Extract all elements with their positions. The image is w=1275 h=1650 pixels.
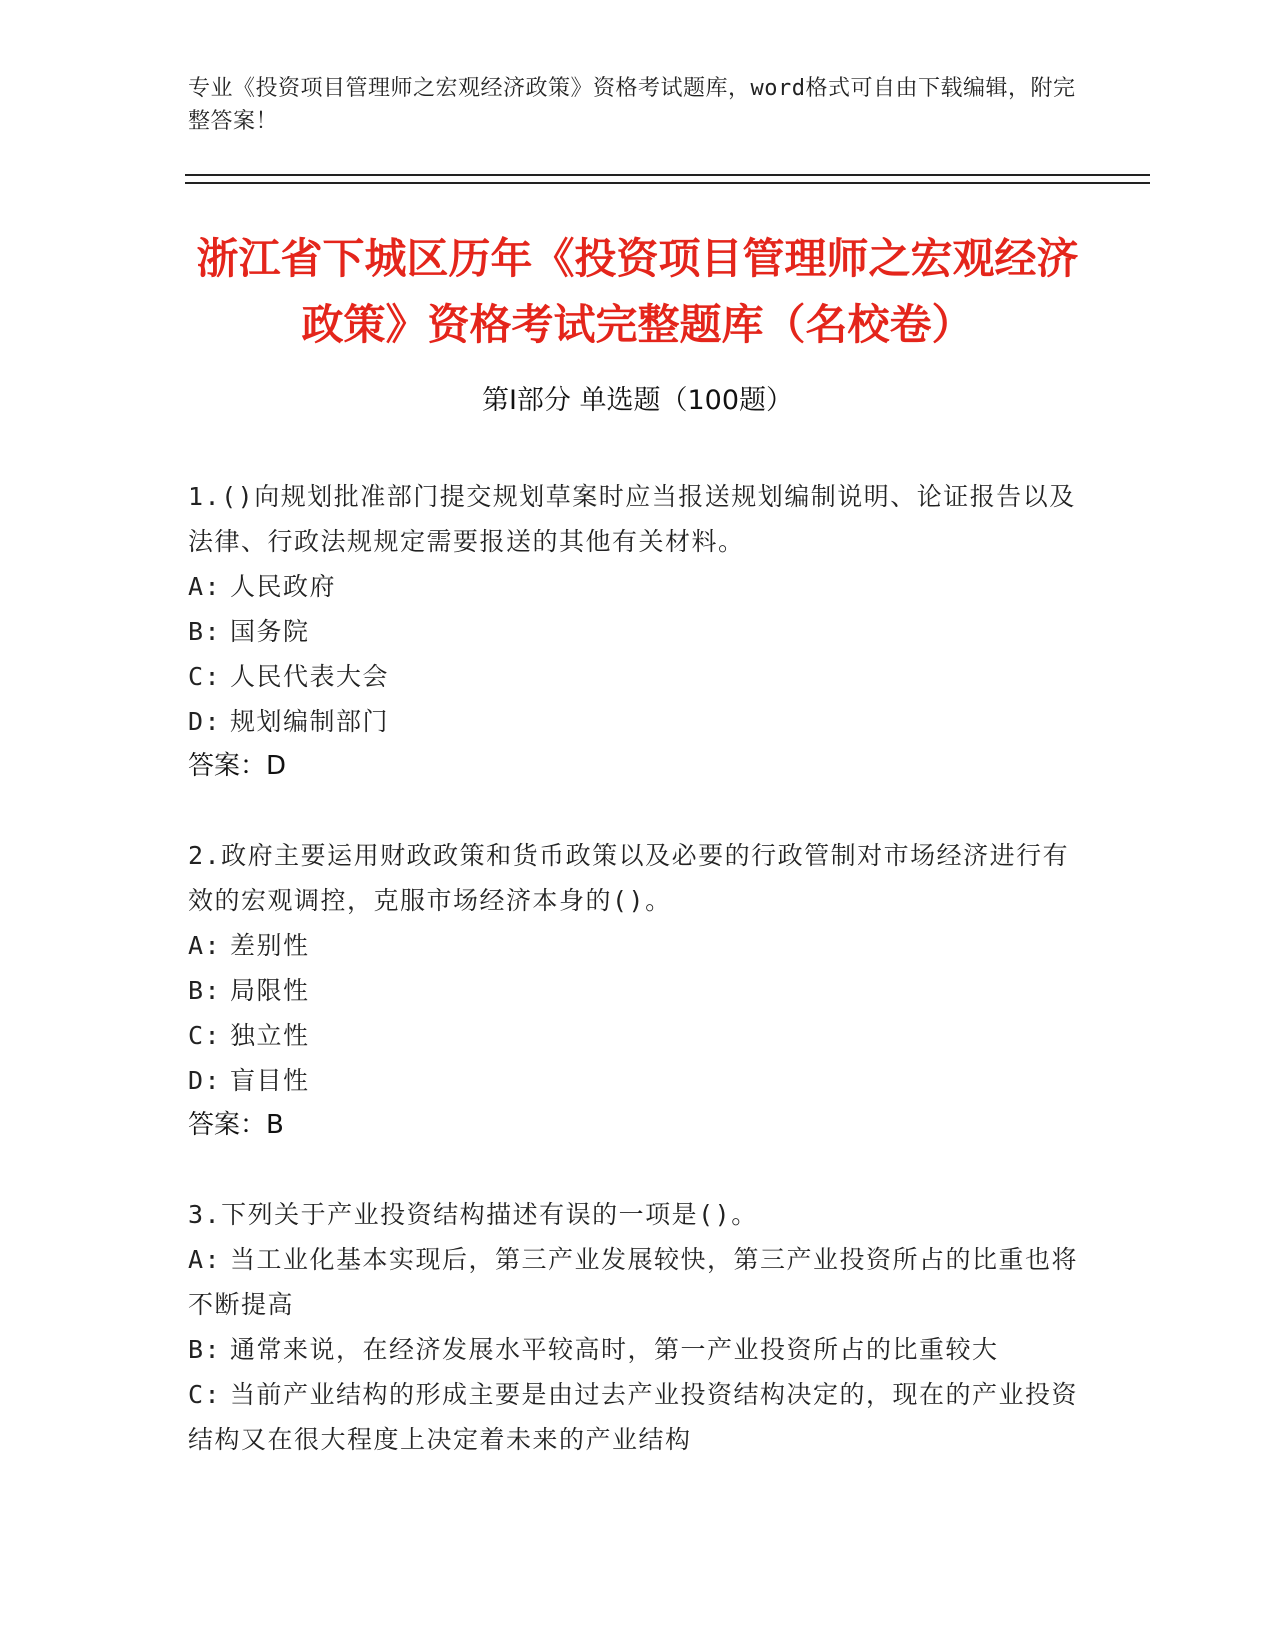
option-text: 通常来说，在经济发展水平较高时，第一产业投资所占的比重较大 bbox=[230, 1335, 999, 1364]
option-text: 当前产业结构的形成主要是由过去产业投资结构决定的，现在的产业投资结构又在很大程度上决定着未来的产业结构 bbox=[188, 1380, 1079, 1454]
option-letter: B: bbox=[188, 1335, 222, 1364]
option-letter: A: bbox=[188, 1245, 222, 1274]
option-text: 差别性 bbox=[230, 931, 310, 960]
option-letter: B: bbox=[188, 617, 222, 646]
answer-line bbox=[188, 1103, 1088, 1148]
option-b bbox=[188, 609, 1088, 654]
option-text: 人民代表大会 bbox=[230, 662, 390, 691]
answer-label: 答案： bbox=[188, 751, 267, 781]
option-text: 盲目性 bbox=[230, 1066, 310, 1095]
question-stem: 3.下列关于产业投资结构描述有误的一项是()。 bbox=[188, 1200, 758, 1229]
option-c bbox=[188, 1013, 1088, 1058]
option-b bbox=[188, 1327, 1088, 1372]
option-letter: A: bbox=[188, 572, 222, 601]
option-text: 当工业化基本实现后，第三产业发展较快，第三产业投资所占的比重也将不断提高 bbox=[188, 1245, 1079, 1319]
option-a bbox=[188, 1237, 1088, 1327]
option-letter: B: bbox=[188, 976, 222, 1005]
question-1 bbox=[188, 474, 1088, 789]
option-text: 人民政府 bbox=[230, 572, 337, 601]
document-title: 浙江省下城区历年《投资项目管理师之宏观经济政策》资格考试完整题库（名校卷） bbox=[196, 234, 1079, 349]
question-stem: 1.()向规划批准部门提交规划草案时应当报送规划编制说明、论证报告以及法律、行政法规规定需要报送的其他有关材料。 bbox=[188, 482, 1076, 556]
section-title: 第I部分 单选题（100题） bbox=[481, 385, 794, 416]
option-letter: C: bbox=[188, 1021, 222, 1050]
answer-label: 答案： bbox=[188, 1110, 267, 1140]
option-letter: C: bbox=[188, 662, 222, 691]
option-text: 国务院 bbox=[230, 617, 310, 646]
option-text: 独立性 bbox=[230, 1021, 310, 1050]
option-d bbox=[188, 699, 1088, 744]
option-letter: A: bbox=[188, 931, 222, 960]
option-letter: C: bbox=[188, 1380, 222, 1409]
question-list bbox=[188, 474, 1088, 1506]
question-2 bbox=[188, 833, 1088, 1148]
question-3 bbox=[188, 1192, 1088, 1462]
answer-value: B bbox=[266, 1110, 284, 1140]
option-c bbox=[188, 654, 1088, 699]
option-a bbox=[188, 923, 1088, 968]
header-note: 专业《投资项目管理师之宏观经济政策》资格考试题库，word格式可自由下载编辑，附完整答案！ bbox=[188, 76, 1076, 134]
header-rule-bottom bbox=[185, 182, 1150, 184]
option-text: 规划编制部门 bbox=[230, 707, 390, 736]
option-text: 局限性 bbox=[230, 976, 310, 1005]
option-c bbox=[188, 1372, 1088, 1462]
option-b bbox=[188, 968, 1088, 1013]
option-letter: D: bbox=[188, 1066, 222, 1095]
option-letter: D: bbox=[188, 707, 222, 736]
answer-line bbox=[188, 744, 1088, 789]
answer-value: D bbox=[266, 751, 287, 781]
header-rule-top bbox=[185, 174, 1150, 176]
question-stem: 2.政府主要运用财政政策和货币政策以及必要的行政管制对市场经济进行有效的宏观调控，克服市场经济本身的()。 bbox=[188, 841, 1070, 915]
option-a bbox=[188, 564, 1088, 609]
option-d bbox=[188, 1058, 1088, 1103]
